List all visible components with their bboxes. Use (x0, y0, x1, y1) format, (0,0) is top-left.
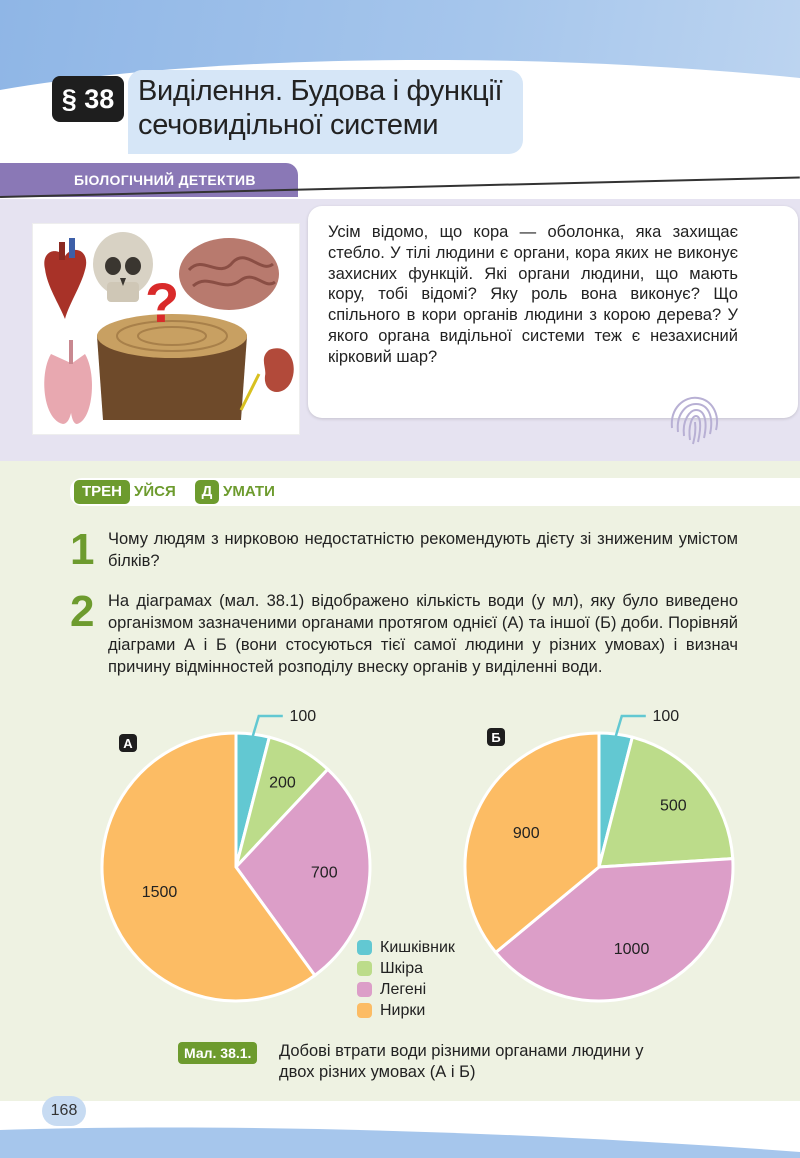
pie-a-callout-0 (253, 716, 283, 736)
fingerprint-icon (664, 388, 726, 450)
question-1-text: Чому людям з нирковою недостатністю рекомендують дієту зі зниженим умістом білків? (108, 530, 738, 570)
organs-illustration (33, 224, 299, 434)
figure-caption-tag: Мал. 38.1. (178, 1042, 257, 1064)
training-text-1: УЙСЯ (134, 483, 176, 500)
pie-b-callout-0 (616, 716, 646, 736)
page-number: 168 (42, 1096, 86, 1126)
legend-label-intestine: Кишківник (380, 938, 455, 956)
bottom-band (0, 1100, 800, 1158)
legend-label-kidneys: Нирки (380, 1001, 426, 1019)
legend-item-intestine (357, 937, 455, 958)
legend-item-kidneys (357, 1000, 455, 1021)
question-1-number: 1 (70, 525, 95, 574)
pie-b-title: Б (491, 730, 501, 745)
organs-photo (33, 224, 299, 434)
pie-b-value-3: 900 (512, 824, 540, 842)
question-mark-icon: ? (145, 271, 180, 334)
pie-a-value-0: 100 (289, 708, 317, 726)
detective-label: БІОЛОГІЧНИЙ ДЕТЕКТИВ (74, 172, 256, 188)
pie-b-value-0: 100 (652, 708, 680, 726)
section-number: § 38 (52, 76, 124, 122)
pie-chart-b (450, 705, 750, 1015)
pie-a-title: А (123, 736, 133, 751)
question-2-text: На діаграмах (мал. 38.1) відображено кількість води (у мл), яку було виведено організмом зазначеними органами протягом однієї (А) та іншої (Б) доби. Порівняй діаграми А і Б (вони стосуються тієї самої людини у різних умовах) і визнач причину відмінностей розподілу внеску органів у виділенні води. (108, 592, 738, 676)
legend-swatch-lungs (357, 982, 372, 997)
legend-swatch-skin (357, 961, 372, 976)
brain-icon (179, 238, 279, 310)
skull-icon (93, 232, 153, 302)
legend-item-skin (357, 958, 455, 979)
lungs-icon (44, 340, 92, 424)
legend-swatch-kidneys (357, 1003, 372, 1018)
legend-swatch-intestine (357, 940, 372, 955)
pie-a-value-1: 200 (269, 774, 296, 792)
training-header (70, 478, 800, 506)
figure-caption-text: Добові втрати води різними органами людини у двох різних умовах (А і Б) (279, 1042, 644, 1081)
pie-b-value-1: 500 (659, 797, 687, 815)
question-2-number: 2 (70, 587, 95, 636)
pie-a-value-2: 700 (310, 864, 338, 882)
training-text-2: УМАТИ (223, 483, 275, 500)
kidney-icon (241, 348, 294, 410)
page-title: Виділення. Будова і функції сечовидільної системи (138, 75, 503, 141)
training-tag-2: Д (195, 480, 219, 504)
pie-b-value-2: 1000 (613, 941, 650, 959)
chart-legend (357, 937, 455, 1021)
pie-chart-a (90, 705, 390, 1015)
detective-card (308, 206, 798, 418)
training-tag-1: ТРЕН (74, 480, 130, 504)
heart-icon (44, 238, 86, 319)
legend-item-lungs (357, 979, 455, 1000)
pie-a-value-3: 1500 (141, 883, 178, 901)
legend-label-skin: Шкіра (380, 959, 424, 977)
detective-text: Усім відомо, що кора — оболонка, яка захищає стебло. У тілі людини є органи, кора яких не виконує захисних функцій. Які органи людини, що мають кору, тобі відомі? Яку роль вона виконує? Що спільного в кори органів людини з корою дерева? У якого органа видільної системи теж є незахисний кірковий шар? (328, 223, 738, 366)
legend-label-lungs: Легені (380, 980, 427, 998)
